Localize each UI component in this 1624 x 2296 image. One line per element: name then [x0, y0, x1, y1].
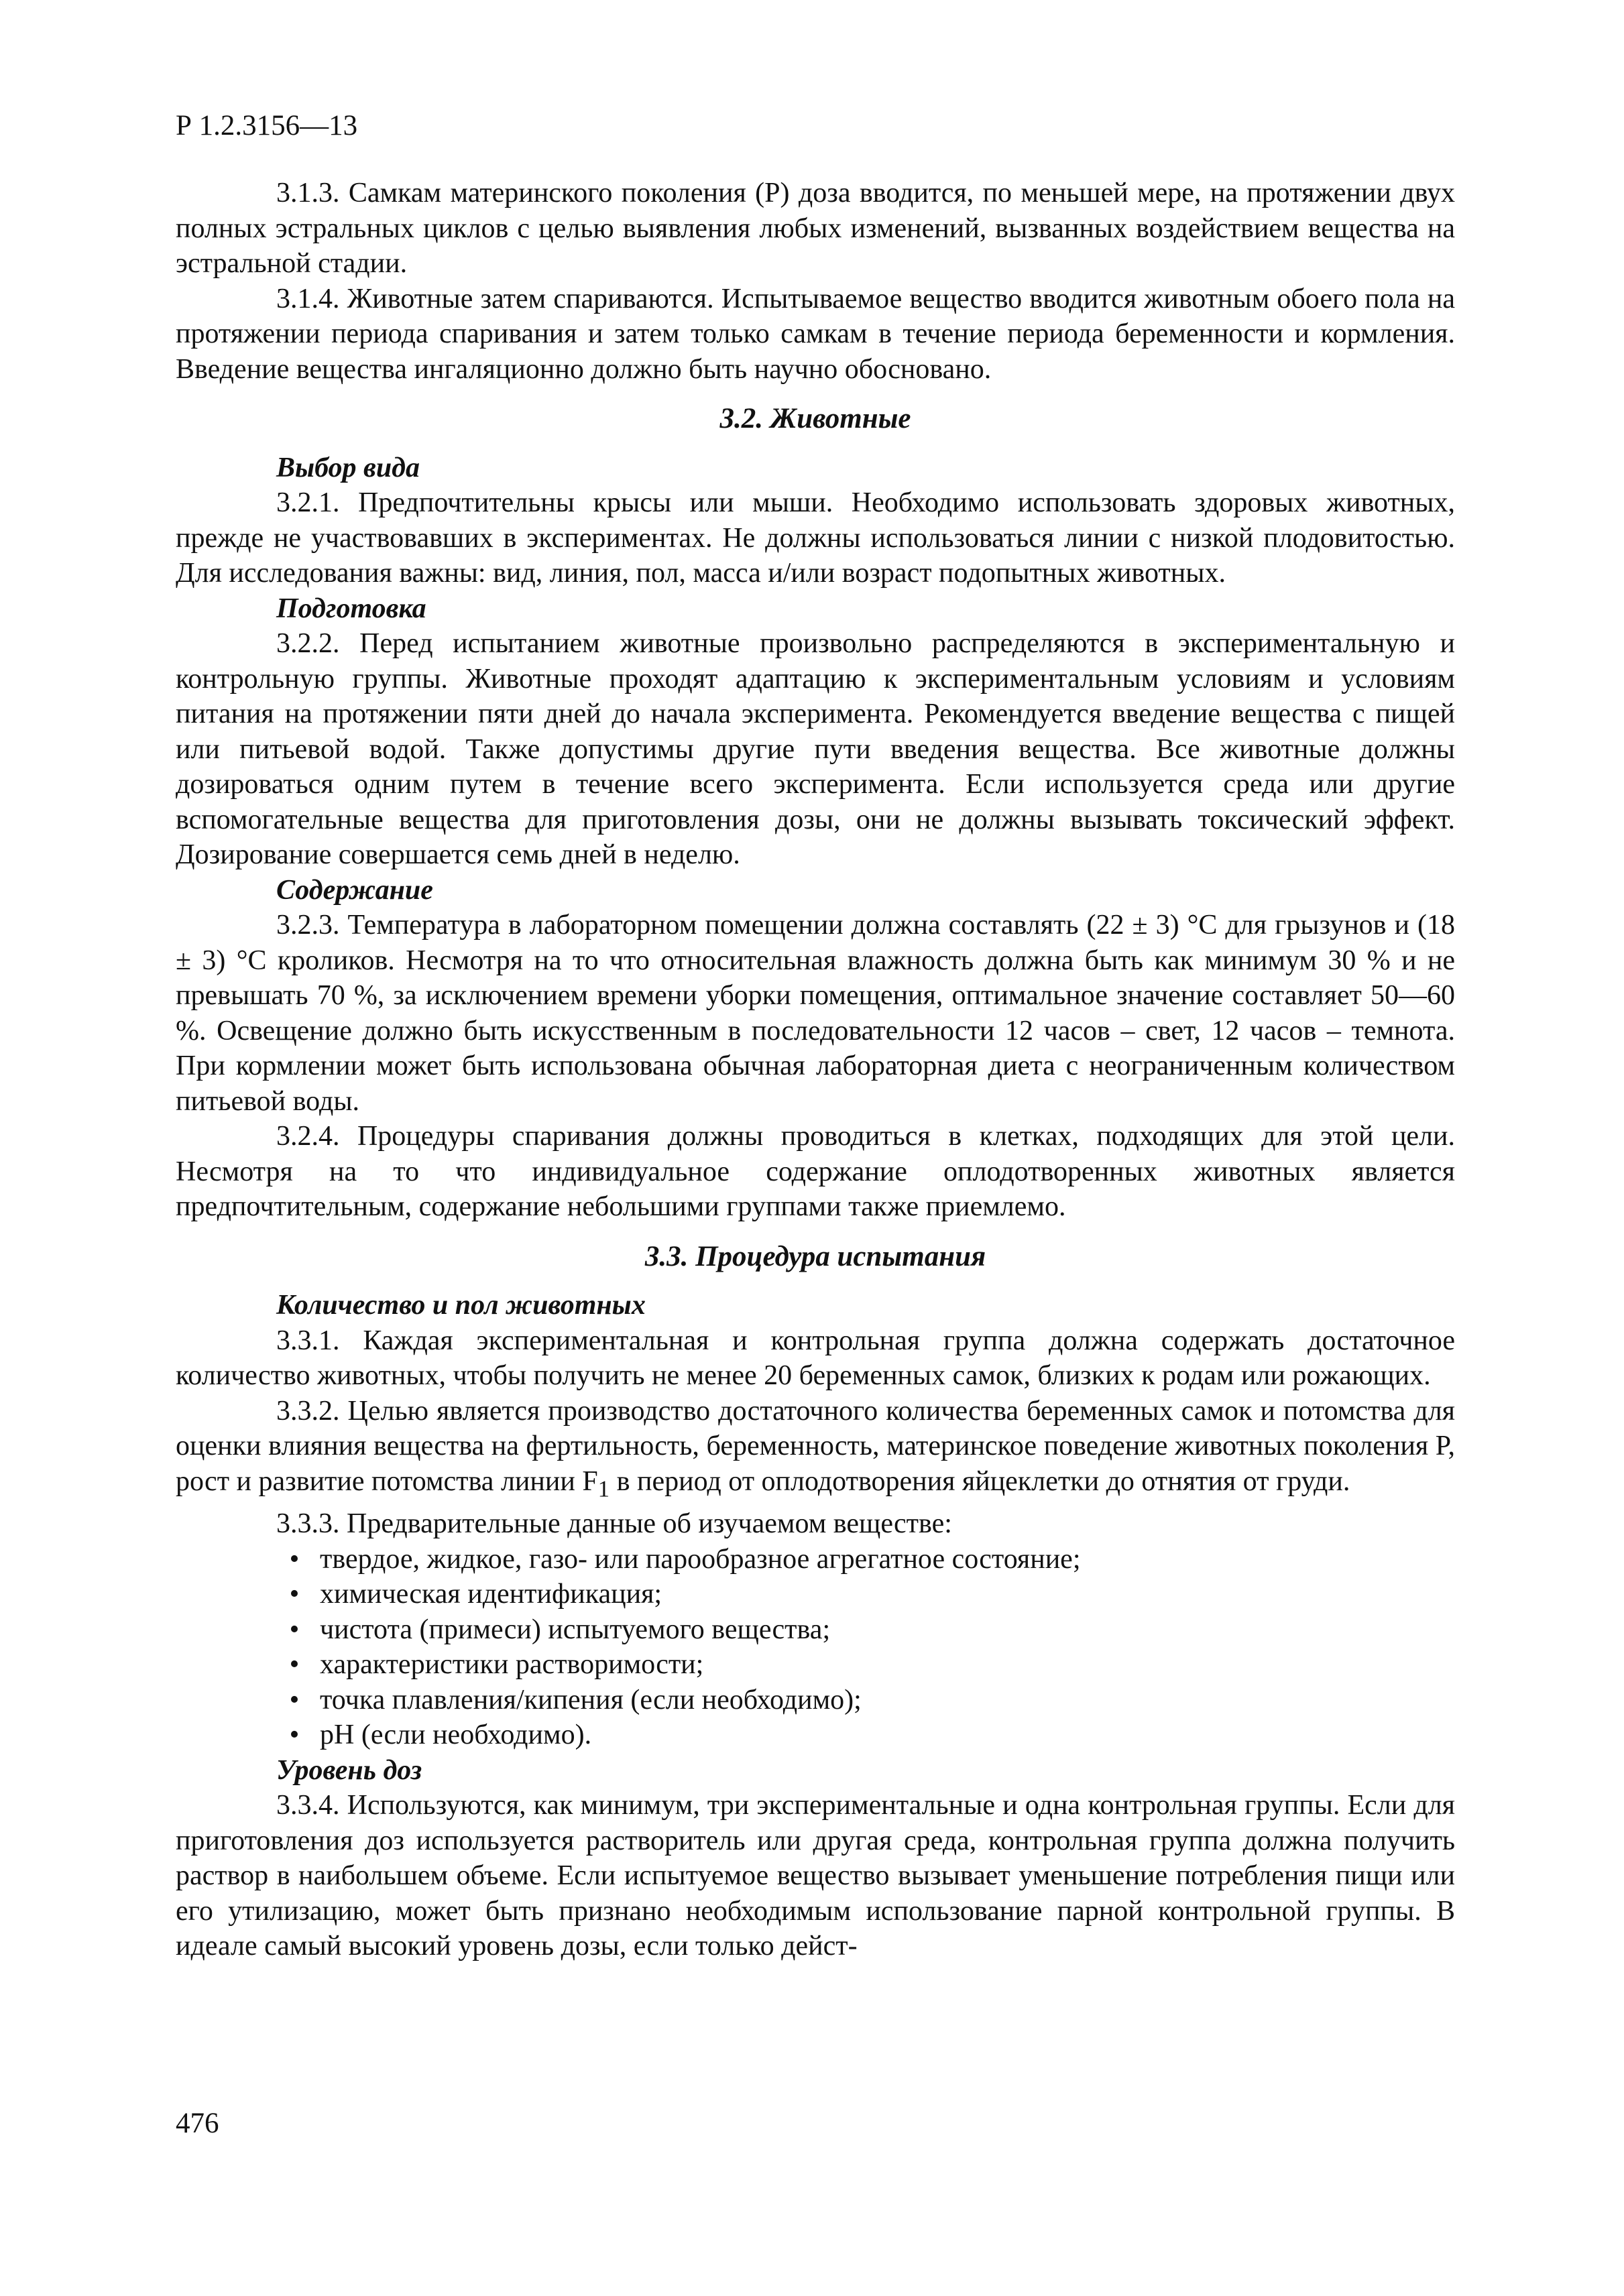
subheading-animal-count: Количество и пол животных [276, 1290, 646, 1321]
paragraph-3-1-3: 3.1.3. Самкам материнского поколения (P) доза вводится, по меньшей мере, на протяжении двух полных эстральных циклов с целью выявления любых изменений, вызванных воздействием вещества на эстральной стадии. [176, 178, 1455, 279]
list-item-text: химическая идентификация; [320, 1579, 662, 1610]
paragraph-3-3-2 [176, 1394, 1455, 1507]
bullet-icon: • [289, 1579, 300, 1610]
section-title-3-2: 3.2. Животные [719, 403, 911, 434]
substance-data-list [176, 1542, 1455, 1753]
subheading-dose-level: Уровень доз [276, 1754, 422, 1786]
bullet-icon: • [289, 1684, 300, 1715]
page-body [176, 176, 1455, 1964]
subscript-generation: 1 [597, 1475, 610, 1502]
bullet-icon: • [289, 1543, 300, 1575]
bullet-icon: • [289, 1649, 300, 1681]
paragraph-3-3-2-text-end: в период от оплодотворения яйцеклетки до отнятия от груди. [610, 1465, 1350, 1497]
bullet-icon: • [289, 1719, 300, 1751]
list-item-text: чистота (примеси) испытуемого вещества; [320, 1614, 831, 1645]
page-number: 476 [176, 2108, 219, 2139]
list-item-text: точка плавления/кипения (если необходимо); [320, 1684, 862, 1715]
list-item [176, 1647, 1455, 1683]
paragraph-3-2-3: 3.2.3. Температура в лабораторном помещении должна составлять (22 ± 3) °С для грызунов и (18 ± 3) °С кроликов. Несмотря на то что относительная влажность должна быть как минимум 30 % и не превышать 70 %, за исключением времени уборки помещения, оптимальное значение составляет 50—60 %. Освещение должно быть искусственным в последовательности 12 часов – свет, 12 часов – темнота. При кормлении может быть использована обычная лабораторная диета с неограниченным количеством питьевой воды. [176, 910, 1455, 1117]
paragraph-3-2-4: 3.2.4. Процедуры спаривания должны проводиться в клетках, подходящих для этой цели. Несмотря на то что индивидуальное содержание оплодотворенных животных является предпочтительным, содержание небольшими группами также приемлемо. [176, 1121, 1455, 1222]
subheading-housing: Содержание [276, 874, 433, 906]
paragraph-3-2-2: 3.2.2. Перед испытанием животные произвольно распределяются в экспериментальную и контрольную группы. Животные проходят адаптацию к экспериментальным условиям и условиям питания на протяжении пяти дней до начала эксперимента. Рекомендуется введение вещества с пищей или питьевой водой. Также допустимы другие пути введения вещества. Все животные должны дозироваться одним путем в течение всего эксперимента. Если используется среда или другие вспомогательные вещества для приготовления дозы, они не должны вызывать токсический эффект. Дозирование совершается семь дней в неделю. [176, 628, 1455, 870]
paragraph-3-3-4: 3.3.4. Используются, как минимум, три экспериментальные и одна контрольная группы. Если для приготовления доз используется растворитель или другая среда, контрольная группа должна получить раствор в наибольшем объеме. Если испытуемое вещество вызывает уменьшение потребления пищи или его утилизацию, может быть признано необходимым использование парной контрольной группы. В идеале самый высокий уровень дозы, если только дейст- [176, 1790, 1455, 1962]
section-title-3-3: 3.3. Процедура испытания [644, 1240, 986, 1272]
subheading-species-choice: Выбор вида [276, 452, 420, 483]
list-item [176, 1717, 1455, 1753]
list-item-text: твердое, жидкое, газо- или парообразное агрегатное состояние; [320, 1543, 1081, 1575]
paragraph-3-3-2-text: 3.3.2. Целью является производство достаточного количества беременных самок и потомства для оценки влияния вещества на фертильность, беременность, материнское поведение животных поколения P, рост и развитие потомства линии F [176, 1395, 1455, 1497]
paragraph-3-3-3: 3.3.3. Предварительные данные об изучаемом веществе: [276, 1508, 952, 1540]
bullet-icon: • [289, 1614, 300, 1645]
list-item-text: характеристики растворимости; [320, 1649, 704, 1681]
paragraph-3-2-1: 3.2.1. Предпочтительны крысы или мыши. Необходимо использовать здоровых животных, прежде не участвовавших в экспериментах. Не должны использоваться линии с низкой плодовитостью. Для исследования важны: вид, линия, пол, масса и/или возраст подопытных животных. [176, 487, 1455, 589]
paragraph-3-1-4: 3.1.4. Животные затем спариваются. Испытываемое вещество вводится животным обоего пола на протяжении периода спаривания и затем только самкам в течение периода беременности и кормления. Введение вещества ингаляционно должно быть научно обосновано. [176, 283, 1455, 385]
list-item [176, 1612, 1455, 1648]
document-code-header: Р 1.2.3156—13 [176, 110, 358, 141]
paragraph-3-3-1: 3.3.1. Каждая экспериментальная и контрольная группа должна содержать достаточное количество животных, чтобы получить не менее 20 беременных самок, близких к родам или рожающих. [176, 1325, 1455, 1391]
subheading-preparation: Подготовка [276, 593, 426, 624]
list-item [176, 1683, 1455, 1718]
list-item [176, 1577, 1455, 1612]
list-item [176, 1542, 1455, 1577]
list-item-text: pH (если необходимо). [320, 1719, 592, 1751]
